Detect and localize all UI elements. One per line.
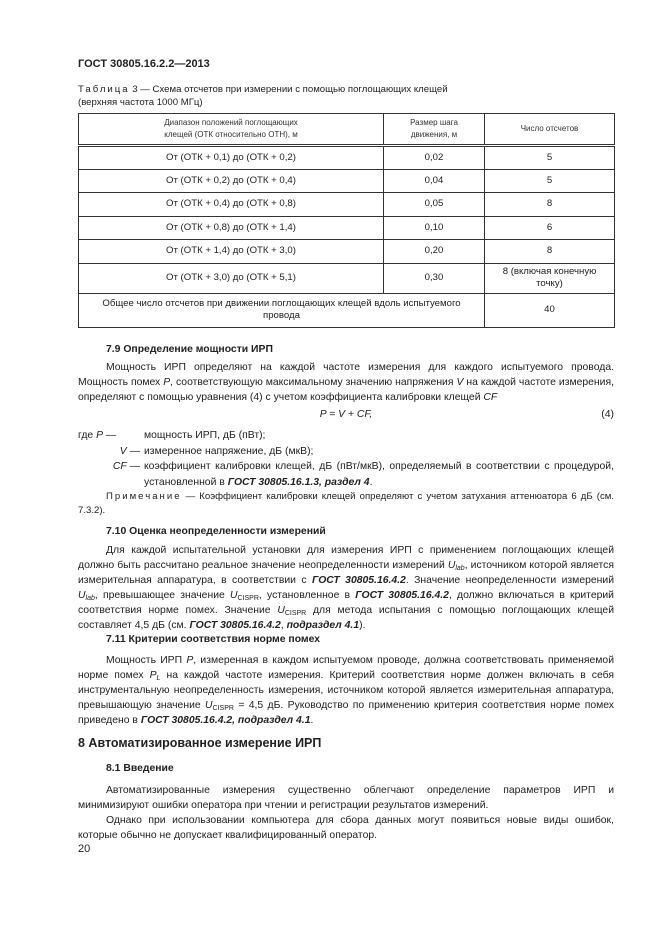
table-row [79, 216, 615, 240]
section-heading: 7.10 Оценка неопределенности измерений [106, 526, 326, 537]
text-segment: lab [85, 595, 95, 602]
text-segment: мощность ИРП, дБ (пВт); [144, 430, 266, 441]
text-segment: ГОСТ 30805.16.4.2, подраздел 4.1 [140, 715, 311, 726]
text-segment: U [229, 590, 238, 601]
total-value: 40 [485, 293, 615, 327]
section-heading: 7.11 Критерии соответствия норме помех [106, 634, 321, 645]
table-cell: 5 [485, 146, 615, 170]
note: Примечание — Коэффициент калибровки клещей определяют с учетом затухания аттенюатора 6 дБ (см. 7.3.2). [78, 491, 614, 516]
table-cell: От (ОТК + 0,4) до (ОТК + 0,8) [79, 193, 384, 217]
variable-definition [78, 428, 614, 444]
chapter-heading: 8 Автоматизированное измерение ИРП [78, 736, 322, 750]
text-segment: U [78, 590, 86, 601]
text-segment: , измеренная в каждом испытуемом проводе, должна соответствовать применяемой норме помех [78, 655, 614, 681]
table-caption: Таблица 3 — Схема отсчетов при измерении с помощью поглощающих клещей (верхняя частота 1000 МГц) [78, 84, 448, 108]
page-number: 20 [78, 843, 91, 855]
table-cell: 0,05 [384, 193, 485, 217]
text-segment: . Значение неопределенности измерений [405, 575, 615, 586]
table-cell: 0,30 [384, 263, 485, 293]
table-cell: От (ОТК + 0,1) до (ОТК + 0,2) [79, 146, 384, 170]
text-segment: P [163, 377, 171, 388]
table-total-row [79, 293, 615, 327]
text-segment: P [186, 655, 194, 666]
text-segment: подраздел 4.1 [286, 620, 360, 631]
table-cell: От (ОТК + 3,0) до (ОТК + 5,1) [79, 263, 384, 293]
text-segment: CISPR [212, 705, 234, 712]
text-segment: lab [455, 565, 465, 572]
table-cell: От (ОТК + 1,4) до (ОТК + 3,0) [79, 240, 384, 264]
variable-definition [78, 444, 614, 460]
table-row [79, 193, 615, 217]
equation-number: (4) [601, 409, 614, 420]
paragraph [78, 360, 614, 405]
total-label: Общее число отсчетов при движении поглощающих клещей вдоль испытуемого провода [79, 293, 485, 327]
text-segment: . [369, 476, 373, 488]
section-heading: 8.1 Введение [106, 763, 174, 774]
document-header: ГОСТ 30805.16.2.2—2013 [78, 58, 210, 70]
text-segment: на каждой частоте измерения, определяют с помощью уравнения (4) с учетом коэффициента калибровки клещей [78, 377, 614, 403]
variable-list [78, 428, 614, 490]
variable-description [144, 459, 614, 490]
text-segment: ). [359, 620, 366, 631]
table-cell: 0,02 [384, 146, 485, 170]
text-segment: , источником которой является измерительная аппаратура, в соответствии с [78, 560, 614, 586]
table-cell: 5 [485, 169, 615, 193]
table-cell: 0,10 [384, 216, 485, 240]
text-segment: U [205, 700, 213, 711]
table-cell: 0,04 [384, 169, 485, 193]
text-segment: , должно включаться в критерий соответствия норме помех. Значение [78, 590, 614, 616]
text-segment: , превышающее значение [94, 590, 230, 601]
text-segment: CISPR [284, 610, 307, 617]
text-segment: L [156, 675, 161, 682]
text-segment: , соответствующую максимальному значению напряжения [170, 377, 457, 388]
text-segment: измеренное напряжение, дБ (мкВ); [144, 445, 314, 457]
text-segment: для метода испытания с помощью поглощающих клещей составляет 4,5 дБ (см. [78, 605, 614, 631]
sampling-table [78, 113, 615, 328]
variable-definition [78, 459, 614, 490]
variable-description [144, 444, 614, 460]
text-segment: , [280, 620, 287, 631]
column-header: Размер шага движения, м [384, 114, 485, 146]
paragraph [78, 653, 614, 728]
table-row [79, 146, 615, 170]
paragraph [78, 543, 614, 633]
table-caption-label: Таблица [78, 84, 130, 95]
text-segment: Мощность ИРП [106, 655, 187, 666]
table-row [79, 240, 615, 264]
text-segment: CF [483, 392, 498, 403]
text-segment: Для каждой испытательной установки для измерения ИРП с применением поглощающих клещей должно быть рассчитано реальное значение неопределенности измерений [78, 545, 614, 571]
text-segment: ГОСТ 30805.16.4.2 [311, 575, 406, 586]
table-cell: 8 [485, 240, 615, 264]
equation: P = V + CF, (4) [319, 409, 614, 420]
variable-symbol: где P — [78, 430, 117, 441]
table-cell: 8 [485, 193, 615, 217]
text-segment: = 4,5 дБ. Руководство по применению критерия соответствия норме помех приведено в [78, 700, 614, 726]
text-segment: ГОСТ 30805.16.4.2 [189, 620, 281, 631]
text-segment: CISPR [237, 595, 259, 602]
text-segment: P [149, 670, 157, 681]
text-segment: . [310, 715, 314, 726]
text-segment: Мощность ИРП определяют на каждой частоте измерения для каждого испытуемого провода. Мощность помех [78, 362, 614, 388]
text-segment: V [456, 377, 464, 388]
table-row [79, 169, 615, 193]
paragraph: Автоматизированные измерения существенно облегчают определение параметров ИРП и минимизируют ошибки оператора при чтении и регистрации результатов измерений. [78, 785, 614, 811]
table-cell: 6 [485, 216, 615, 240]
text-segment: , установленное в [258, 590, 356, 601]
column-header: Число отсчетов [485, 114, 615, 146]
column-header: Диапазон положений поглощающих клещей (ОТК относительно ОТН), м [79, 114, 384, 146]
table-cell: 8 (включая конечную точку) [485, 263, 615, 293]
text-segment: ГОСТ 30805.16.1.3, раздел 4 [227, 476, 370, 488]
variable-description [144, 428, 614, 444]
text-segment: ГОСТ 30805.16.4.2 [355, 590, 449, 601]
text-segment: на каждой частоте измерения. Критерий соответствия норме должен включать в себя инструментальную неопределенность измерения, источником которой является измерительная аппаратура, превышающую значение [78, 670, 614, 711]
variable-symbol: CF — [112, 461, 140, 472]
text-segment: коэффициент калибровки клещей, дБ (пВт/мкВ), определяемый в соответствии с процедурой, установленной в [144, 461, 614, 488]
table-row [79, 263, 615, 293]
paragraph: Однако при использовании компьютера для сбора данных могут появиться новые виды ошибок, которые обычно не допускает квалифицированный оператор. [78, 815, 614, 841]
text-segment: U [277, 605, 285, 616]
text-segment: U [447, 560, 456, 571]
table-cell: От (ОТК + 0,2) до (ОТК + 0,4) [79, 169, 384, 193]
variable-symbol: V — [119, 445, 140, 457]
table-cell: 0,20 [384, 240, 485, 264]
table-cell: От (ОТК + 0,8) до (ОТК + 1,4) [79, 216, 384, 240]
section-heading: 7.9 Определение мощности ИРП [106, 344, 273, 355]
